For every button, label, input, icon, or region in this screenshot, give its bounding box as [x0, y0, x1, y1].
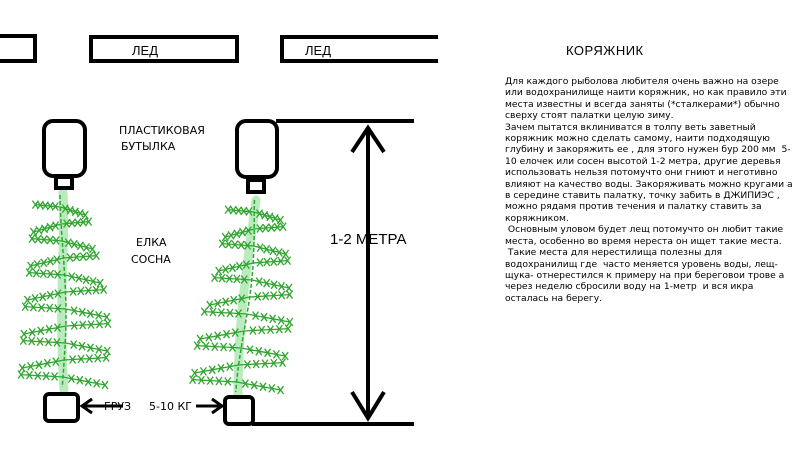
- tree-label-line1: ЕЛКА: [136, 236, 167, 249]
- weight-label: ГРУЗ: [104, 400, 132, 413]
- weight-right: [225, 397, 253, 424]
- ice-layer: [0, 36, 438, 61]
- article-body: [505, 76, 795, 304]
- tree-branch: [29, 235, 62, 245]
- tree-branch: [65, 341, 110, 355]
- weight-left: [45, 394, 78, 421]
- depth-label: 1-2 МЕТРА: [330, 231, 407, 248]
- tree-branch: [237, 380, 284, 394]
- tree-label-line2: СОСНА: [131, 253, 171, 266]
- tree-branch: [254, 244, 289, 258]
- tree-branch: [19, 358, 64, 372]
- tree-branch: [32, 201, 60, 211]
- tree-branch: [254, 210, 283, 224]
- tree-branch: [64, 354, 109, 364]
- bottle-left: [44, 121, 85, 188]
- bottle-right: [237, 121, 277, 192]
- article-paragraph: Зачем пытатся вклиниватся в толпу веть заветный коряжник можно сделать самому, наити подходящую глубину и закоряжить ее , для этого нужен бур 200 мм 5-10 елочек или сосен высотой 1-2 метра, другие деревья использовать нельзя потомучто они гниют и неготивно влияют на качество воды. Закоряживать можно кругами а в середине ставить палатку, точку забить в ДЖИПИЭС , можно рядамя против течения и палатку ставить за коряжником.: [505, 121, 796, 224]
- arrow-to-right-weight: [196, 399, 222, 413]
- bottle-right-cap: [248, 180, 264, 192]
- tree-branch: [194, 342, 241, 352]
- bottle-label-line2: БУТЫЛКА: [121, 140, 176, 153]
- bottle-left-body: [44, 121, 85, 176]
- tree-branch: [252, 278, 292, 292]
- tree-branch: [247, 312, 293, 326]
- tree-branch: [253, 257, 290, 267]
- tree-branch: [239, 359, 286, 369]
- article-paragraph: Основным уловом будет лещ потомучто он любит такие места, особенно во время нереста он ищет такие места.: [505, 224, 787, 247]
- tree-branch: [241, 346, 288, 360]
- bottle-label-line1: ПЛАСТИКОВАЯ: [119, 124, 205, 137]
- ice-block-left: [0, 36, 35, 61]
- tree-branch: [66, 286, 107, 296]
- tree-branch: [31, 222, 62, 236]
- article-title: КОРЯЖНИК: [566, 43, 644, 58]
- tree-branch: [254, 223, 286, 233]
- tree-branch: [65, 273, 104, 287]
- weight-mass-label: 5-10 КГ: [149, 400, 192, 413]
- tree-right: [190, 200, 293, 394]
- ice-label-middle: ЛЕД: [132, 43, 159, 58]
- tree-branch: [66, 307, 110, 321]
- tree-branch: [63, 375, 108, 389]
- tree-branch: [190, 376, 237, 386]
- ice-label-right: ЛЕД: [305, 43, 332, 58]
- ice-block-middle: [91, 37, 237, 61]
- tree-branch: [192, 363, 239, 377]
- article-paragraph: Для каждого рыболова любителя очень важно на озере или водохранилище наити коряжник, но как правило эти места известны и всегда заняты (*сталкерами*) обычно сверху стоят палатки целую зиму.: [505, 76, 790, 122]
- bottle-right-body: [237, 121, 277, 177]
- bottle-left-cap: [56, 177, 72, 188]
- tree-left: [18, 195, 111, 389]
- article-paragraph: Такие места для нерестилища полезны для водохранилищ где часто меняется уровень воды, лещ- щука- отнерестился к примеру на при береговои трове а через неделю сбросили воду на 1-метр и вся икра осталась на берегу.: [505, 247, 788, 304]
- tree-branch: [64, 252, 100, 262]
- tree-branch: [244, 325, 291, 335]
